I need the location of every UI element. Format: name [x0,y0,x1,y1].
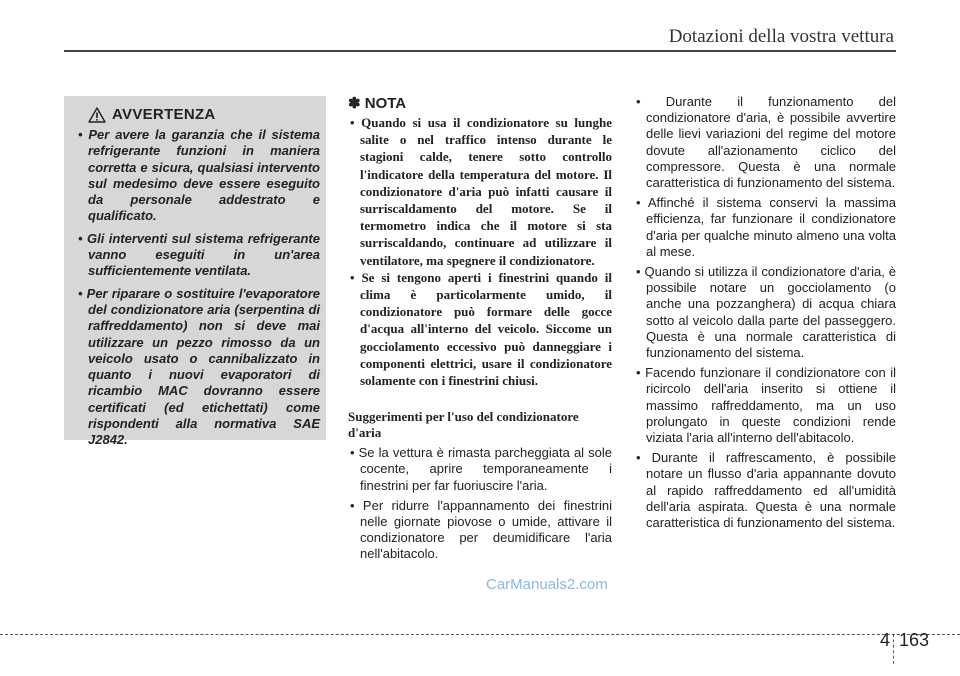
warning-item-text: Per riparare o sostituire l'evaporatore del condizionatore aria (serpentina di raffreddamento) non si deve mai utilizzare un pezzo rimosso da un veicolo usato o cannibalizzato in quanto i nuovi evaporatori di ricambio MAC dovranno essere certificati (ed etichettati) come rispondenti alla normativa SAE J2842. [86,285,320,448]
section-number: 4 [880,630,891,650]
tips-heading: Suggerimenti per l'uso del condizionatore d'aria [348,409,579,441]
page-number-separator [893,634,894,664]
warning-item: • Gli interventi sul sistema refrigerante vanno eseguiti in un'area sufficientemente ventilata. [78,230,320,279]
tip-item: • Durante il raffrescamento, è possibile notare un flusso d'aria appannante dovuto al rapido raffreddamento ed all'umidità dell'aria aspirata. Questa è una normale caratteristica di funzionamento del sistema. [636,450,896,531]
warning-box [64,96,326,448]
tip-item-text: Se la vettura è rimasta parcheggiata al sole cocente, aprire temporaneamente i finestrini per far fuoriuscire l'aria. [358,445,612,493]
warning-header [88,106,320,123]
warning-item-text: Per avere la garanzia che il sistema refrigerante funzioni in maniera corretta e sicura, qualsiasi intervento sul medesimo deve essere eseguito da personale addestrato e qualificato. [88,127,320,224]
middle-column [348,94,612,567]
tip-item-text: Facendo funzionare il condizionatore con il ricircolo dell'aria inserito si ottiene il massimo raffreddamento, ma un uso prolungato in queste condizioni rende viziata l'aria all'interno dell'abitacolo. [645,365,896,446]
tip-item: • Quando si utilizza il condizionatore d'aria, è possibile notare un gocciolamento (o anche una pozzanghera) di acqua chiara sotto al veicolo dalla parte del passeggero. Questa è una normale caratteristica di funzionamento del sistema. [636,264,896,361]
warning-title: AVVERTENZA [112,106,216,123]
right-column [634,94,896,535]
tips-list-middle [348,445,612,562]
warning-triangle-icon [88,107,106,123]
warning-item: • Per avere la garanzia che il sistema refrigerante funzioni in maniera corretta e sicura, qualsiasi intervento sul medesimo deve essere eseguito da personale addestrato e qualificato. [78,127,320,224]
tip-item: • Affinché il sistema conservi la massima efficienza, far funzionare il condizionatore d'aria per qualche minuto almeno una volta al mese. [636,195,896,259]
watermark: CarManuals2.com [486,576,608,593]
tip-item: • Durante il funzionamento del condizionatore d'aria, è possibile avvertire delle lievi variazioni del regime del motore dovute all'azionamento ciclico del compressore. Questa è una normale caratteristica di funzionamento del sistema. [636,94,896,191]
footer-rule [0,634,960,635]
page-number: 163 [899,630,930,650]
running-header-title: Dotazioni della vostra vettura [668,26,894,47]
warning-item: • Per riparare o sostituire l'evaporatore del condizionatore aria (serpentina di raffreddamento) non si deve mai utilizzare un pezzo rimosso da un veicolo usato o cannibalizzato in quanto i nuovi evaporatori di ricambio MAC dovranno essere certificati (ed etichettati) come rispondenti alla normativa SAE J2842. [78,285,320,448]
tip-item-text: Durante il raffrescamento, è possibile notare un flusso d'aria appannante dovuto al rapido raffreddamento ed all'umidità dell'aria aspirata. Questa è una normale caratteristica di funzionamento del sistema. [646,450,896,531]
nota-item: • Se si tengono aperti i finestrini quando il clima è particolarmente umido, il condizionatore può formare delle gocce d'acqua all'interno del veicolo. Siccome un gocciolamento eccessivo può danneggiare i componenti elettrici, usare il condizionatore solamente con i finestrini chiusi. [350,269,612,389]
warning-item-text: Gli interventi sul sistema refrigerante vanno eseguiti in un'area sufficientemente ventilata. [86,230,320,279]
tip-item-text: Per ridurre l'appannamento dei finestrini nelle giornate piovose o umide, attivare il condizionatore per deumidificare l'aria nell'abitacolo. [360,497,613,562]
tips-list-right [634,94,896,531]
nota-list [348,114,612,389]
tip-item: • Se la vettura è rimasta parcheggiata al sole cocente, aprire temporaneamente i finestrini per far fuoriuscire l'aria. [350,445,612,493]
warning-list [74,127,320,449]
nota-title: ✽ NOTA [348,95,407,112]
tip-item-text: Durante il funzionamento del condizionatore d'aria, è possibile avvertire delle lievi variazioni del regime del motore dovute all'azionamento ciclico del compressore. Questa è una normale caratteristica di funzionamento del sistema. [646,94,896,191]
nota-item-text: Quando si usa il condizionatore su lunghe salite o nel traffico intenso durante le stagioni calde, tenere sotto controllo l'indicatore della temperatura del motore. Il condizionatore d'aria può infatti causare il surriscaldamento del motore. Se il termometro indica che il motore si sta surriscaldando, continuare ad utilizzare il ventilatore, ma spegnere il condizionatore. [360,115,612,268]
tip-item-text: Quando si utilizza il condizionatore d'aria, è possibile notare un gocciolamento (o anche una pozzanghera) di acqua chiara sotto al veicolo dalla parte del passeggero. Questa è una normale caratteristica di funzionamento del sistema. [644,264,896,361]
nota-item-text: Se si tengono aperti i finestrini quando il clima è particolarmente umido, il condizionatore può formare delle gocce d'acqua all'interno del veicolo. Siccome un gocciolamento eccessivo può danneggiare i componenti elettrici, usare il condizionatore solamente con i finestrini chiusi. [360,269,612,389]
nota-item: • Quando si usa il condizionatore su lunghe salite o nel traffico intenso durante le stagioni calde, tenere sotto controllo l'indicatore della temperatura del motore. Il condizionatore d'aria può infatti causare il surriscaldamento del motore. Se il termometro indica che il motore si sta surriscaldando, continuare ad utilizzare il ventilatore, ma spegnere il condizionatore. [350,115,612,268]
tip-item: • Facendo funzionare il condizionatore con il ricircolo dell'aria inserito si ottiene il massimo raffreddamento, ma un uso prolungato in queste condizioni rende viziata l'aria all'interno dell'abitacolo. [636,365,896,446]
tip-item-text: Affinché il sistema conservi la massima efficienza, far funzionare il condizionatore d'aria per qualche minuto almeno una volta al mese. [646,195,896,259]
header-rule [64,50,896,52]
tip-item: • Per ridurre l'appannamento dei finestrini nelle giornate piovose o umide, attivare il condizionatore per deumidificare l'aria nell'abitacolo. [350,497,613,562]
